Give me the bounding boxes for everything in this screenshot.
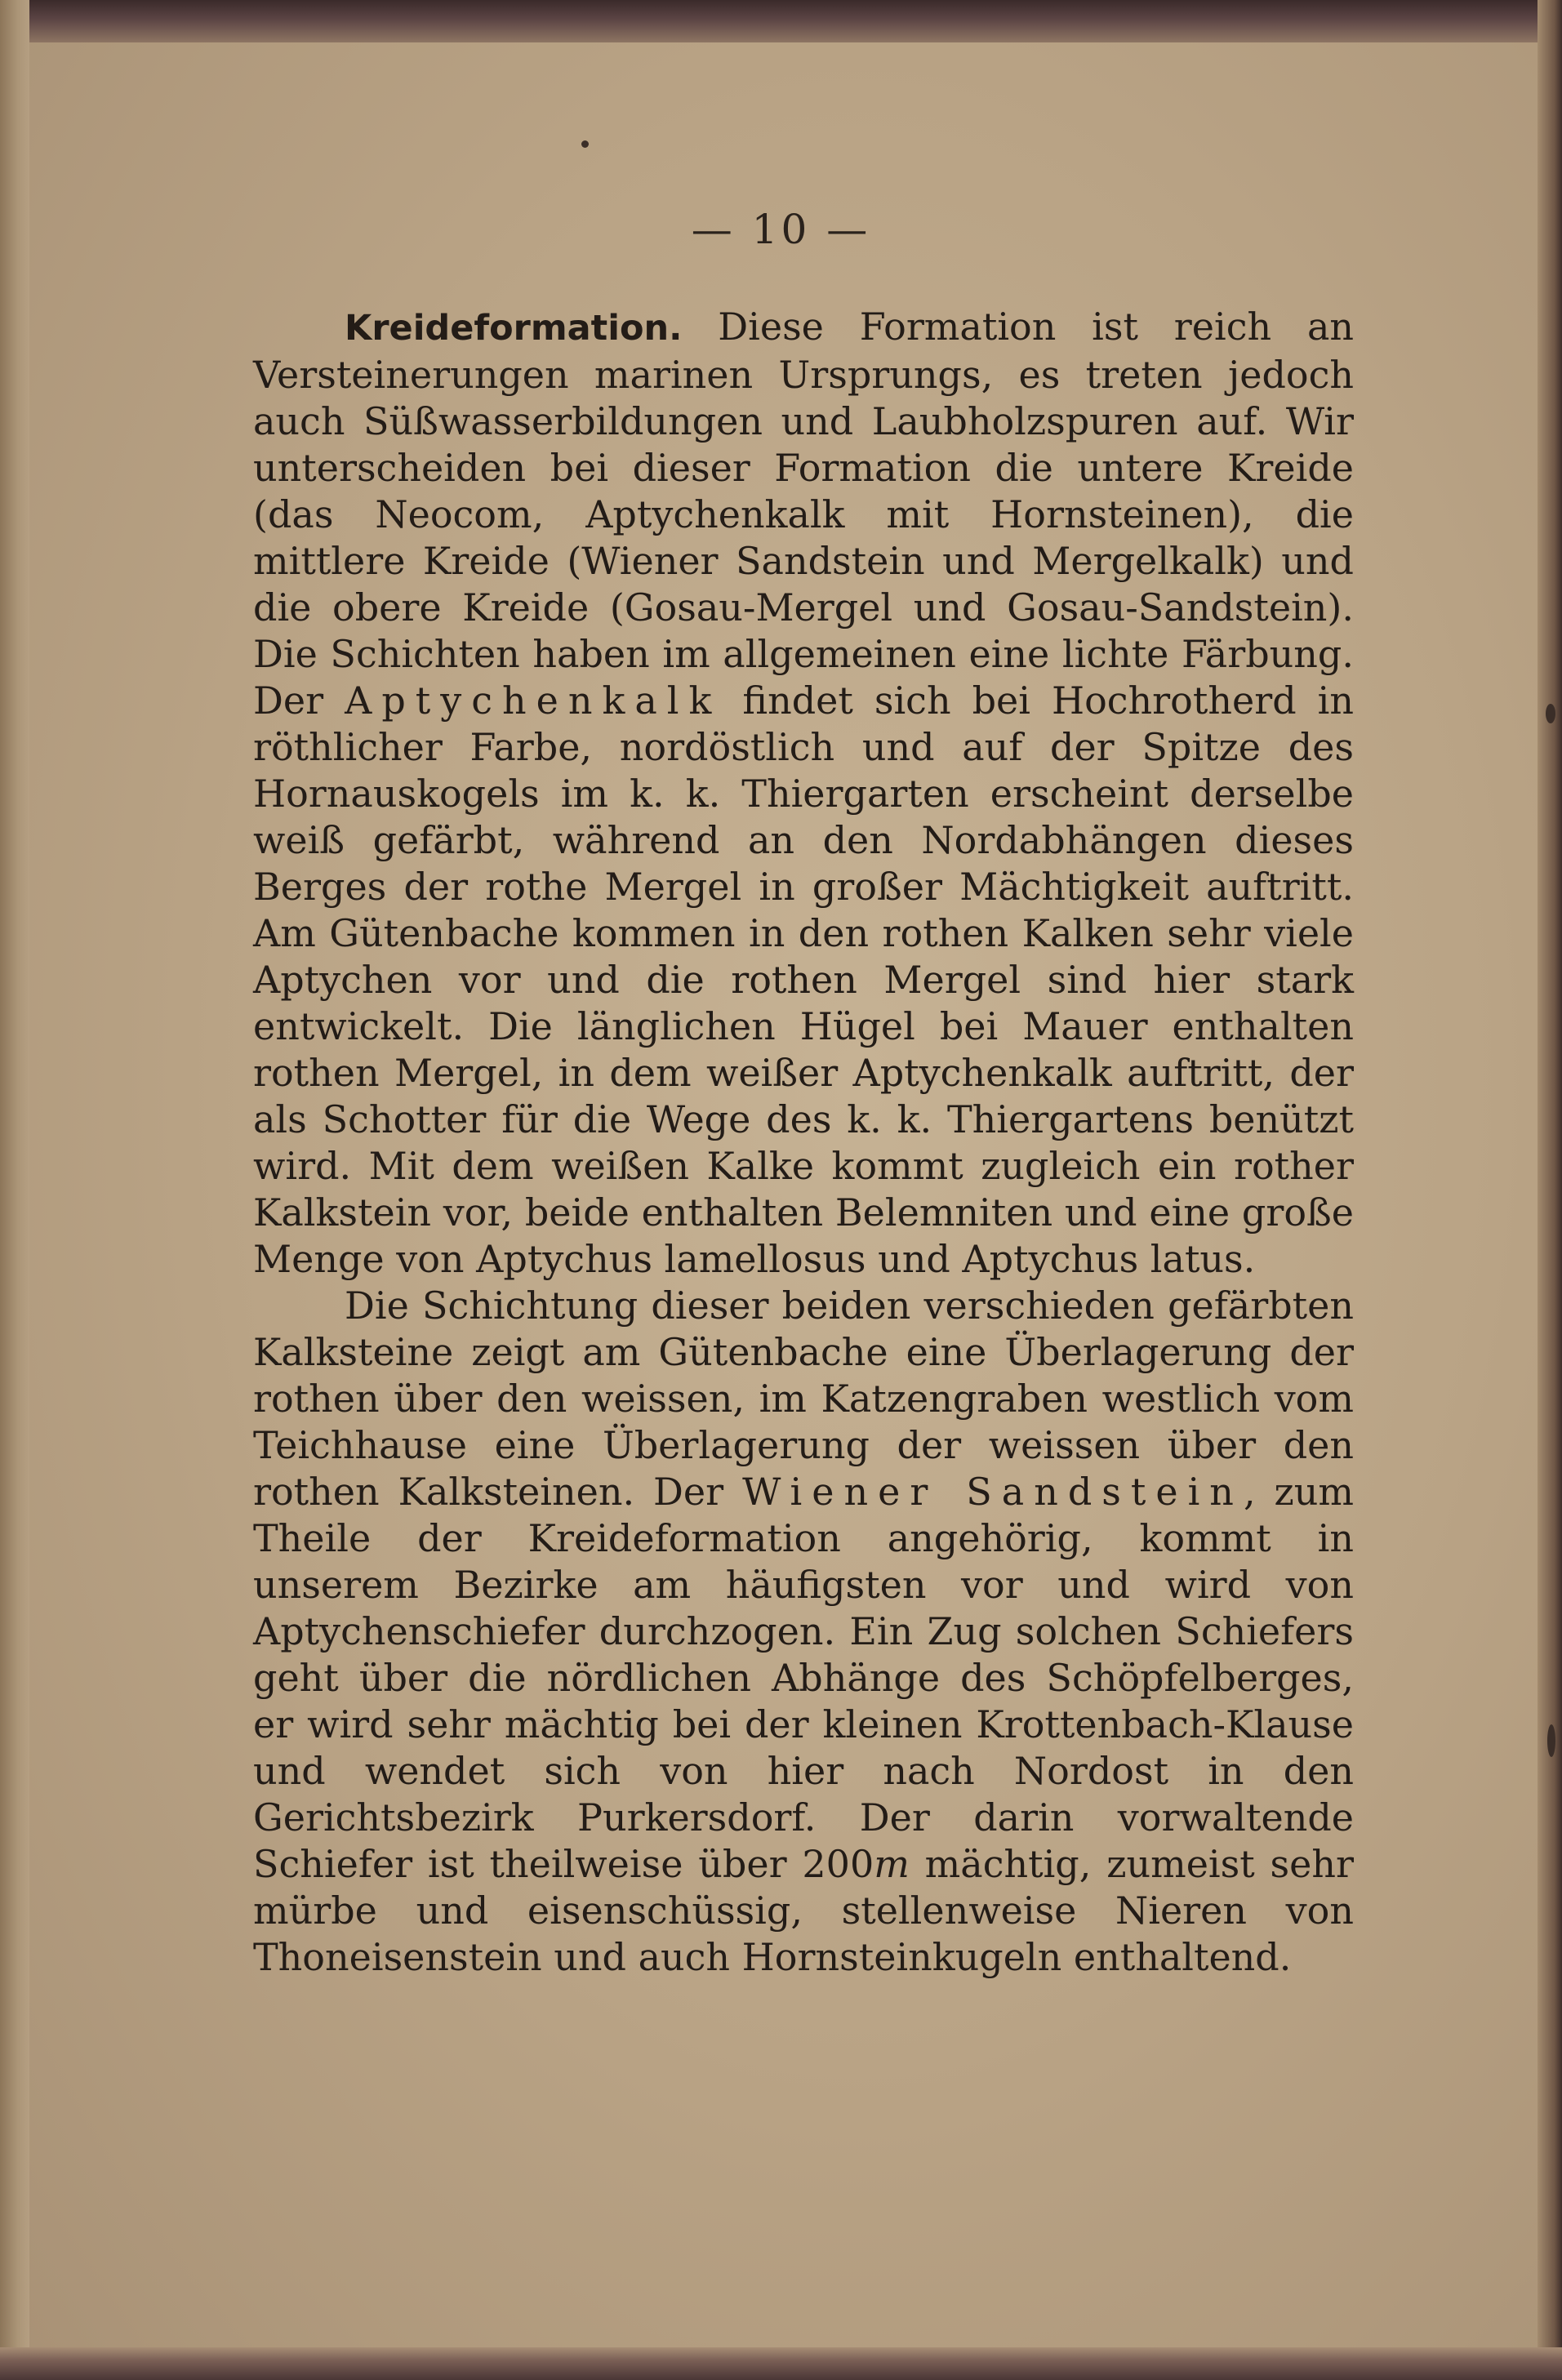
paragraph-text: Die Schichtung dieser beiden verschieden gefärbten Kalksteine zeigt am Gütenbache eine Überlagerung der rothen über den weissen, im Katzengraben westlich vom Teichhause eine Überlagerung der weissen über den rothen Kalksteinen. Der xyxy=(253,1283,1354,1514)
spaced-term: Aptychenkalk xyxy=(345,678,722,723)
paper-speck xyxy=(1547,1724,1555,1757)
book-binding-bottom xyxy=(0,2347,1562,2380)
paragraph-schichtung xyxy=(253,1283,1354,1981)
body-text xyxy=(253,304,1354,1981)
paragraph-kreideformation xyxy=(253,304,1354,1283)
paragraph-text: findet sich bei Hochrotherd in röthlicher Farbe, nordöstlich und auf der Spitze des Hornauskogels im k. k. Thiergarten erscheint derselbe weiß gefärbt, während an den Nordabhängen dieses Berges der rothe Mergel in großer Mächtigkeit auftritt. Am Gütenbache kommen in den rothen Kalken sehr viele Aptychen vor und die rothen Mergel sind hier stark entwickelt. Die länglichen Hügel bei Mauer enthalten rothen Mergel, in dem weißer Aptychenkalk auftritt, der als Schotter für die Wege des k. k. Thiergartens benützt wird. Mit dem weißen Kalke kommt zugleich ein rother Kalkstein vor, beide enthalten Belemniten und eine große Menge von Aptychus lamellosus und Aptychus latus. xyxy=(253,678,1354,1281)
page-edge-left xyxy=(0,0,29,2380)
paper-speck xyxy=(581,140,589,148)
measure-value: 200 xyxy=(802,1842,874,1886)
section-heading: Kreideformation. xyxy=(345,308,683,349)
measure-unit: m xyxy=(874,1842,910,1886)
paper-speck xyxy=(1546,704,1555,723)
page-number: — 10 — xyxy=(691,206,871,253)
page-edge-right xyxy=(1538,0,1562,2380)
paragraph-text: , zum Theile der Kreideformation angehörig, kommt in unserem Bezirke am häufigsten vor und wird von Aptychenschiefer durchzogen. Ein Zug solchen Schiefers geht über die nördlichen Abhänge des Schöpfelberges, er wird sehr mächtig bei der kleinen Krottenbach-Klause und wendet sich von hier nach Nordost in den Gerichtsbezirk Purkersdorf. Der darin vorwaltende Schiefer ist theilweise über xyxy=(253,1470,1354,1886)
paragraph-text: mächtig, zumeist sehr mürbe und eisenschüssig, stellenweise Nieren von Thoneisenstein und auch Hornsteinkugeln enthaltend. xyxy=(253,1842,1355,1979)
book-binding-top xyxy=(0,0,1562,42)
spaced-term: Wiener Sandstein xyxy=(742,1470,1244,1514)
paragraph-text: Diese Formation ist reich an Versteinerungen marinen Ursprungs, es treten jedoch auch Süßwasserbildungen und Laubholzspuren auf. Wir unterscheiden bei dieser Formation die untere Kreide (das Neocom, Aptychenkalk mit Hornsteinen), die mittlere Kreide (Wiener Sandstein und Mergelkalk) und die obere Kreide (Gosau-Mergel und Gosau-Sandstein). Die Schichten haben im allgemeinen eine lichte Färbung. Der xyxy=(253,305,1354,723)
